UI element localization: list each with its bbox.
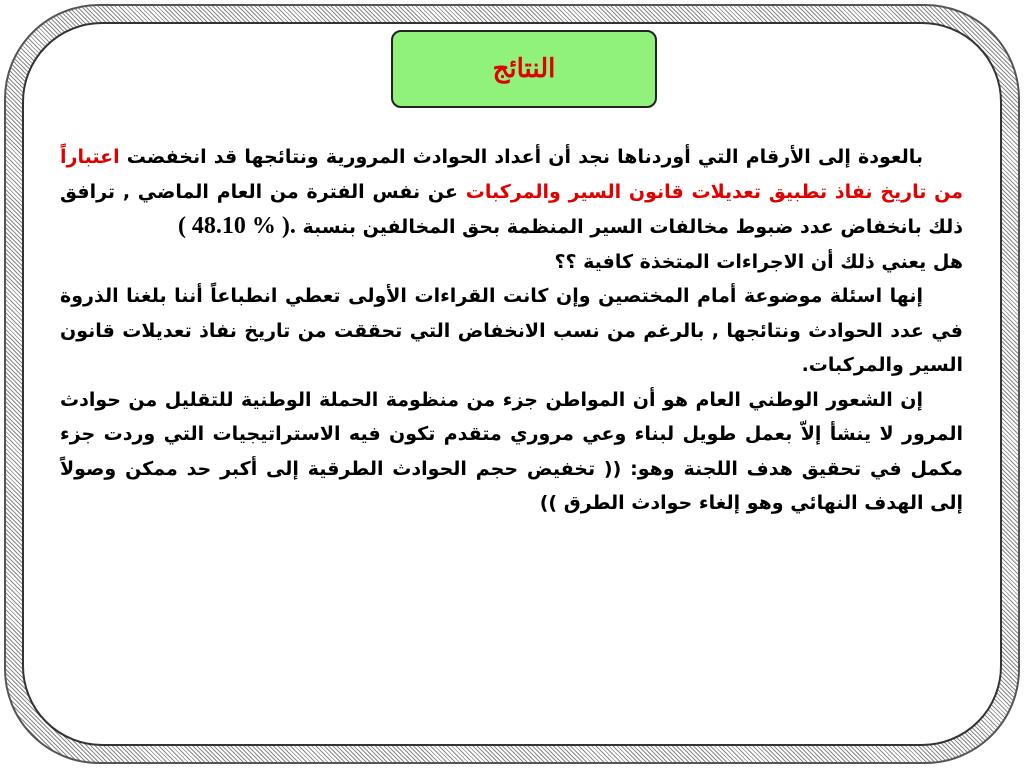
question-line: هل يعني ذلك أن الاجراءات المتخذة كافية ؟؟ [554, 250, 963, 273]
slide-content [60, 140, 963, 521]
paragraph-results-text-cont: عن نفس الفترة من العام الماضي , ترافق ذلك بانخفاض عدد ضبوط مخالفات السير المنظمة بحق المخالفين بنسبة [60, 180, 963, 238]
paragraph-results-text: بالعودة إلى الأرقام التي أوردناها نجد أن أعداد الحوادث المرورية ونتائجها قد انخفضت [119, 146, 923, 168]
paragraph-questions: إنها اسئلة موضوعة أمام المختصين وإن كانت القراءات الأولى تعطي انطباعاً أننا بلغنا الذروة في عدد الحوادث ونتائجها , بالرغم من نسب الانخفاض التي تحققت من تاريخ نفاذ تعديلات قانون السير والمركبات. [60, 285, 963, 376]
paragraph-national-feeling: إن الشعور الوطني العام هو أن المواطن جزء من منظومة الحملة الوطنية للتقليل من حوادث المرور لا ينشأ إلاّ بعمل طويل لبناء وعي مروري متقدم تكون فيه الاستراتيجيات التي وردت جزء مكمل في تحقيق هدف اللجنة وهو: (( تخفيض حجم الحوادث الطرقية إلى أكبر حد ممكن وصولاً إلى الهدف النهائي وهو إلغاء حوادث الطرق )) [60, 388, 963, 514]
highlighted-text: اعتباراً من تاريخ نفاذ تطبيق تعديلات قانون السير والمركبات [60, 146, 964, 203]
paragraph-results [60, 140, 963, 245]
percentage-value: ( 48.10 % ). [177, 213, 296, 239]
title-box [391, 30, 657, 108]
slide-title: النتائج [492, 54, 556, 84]
